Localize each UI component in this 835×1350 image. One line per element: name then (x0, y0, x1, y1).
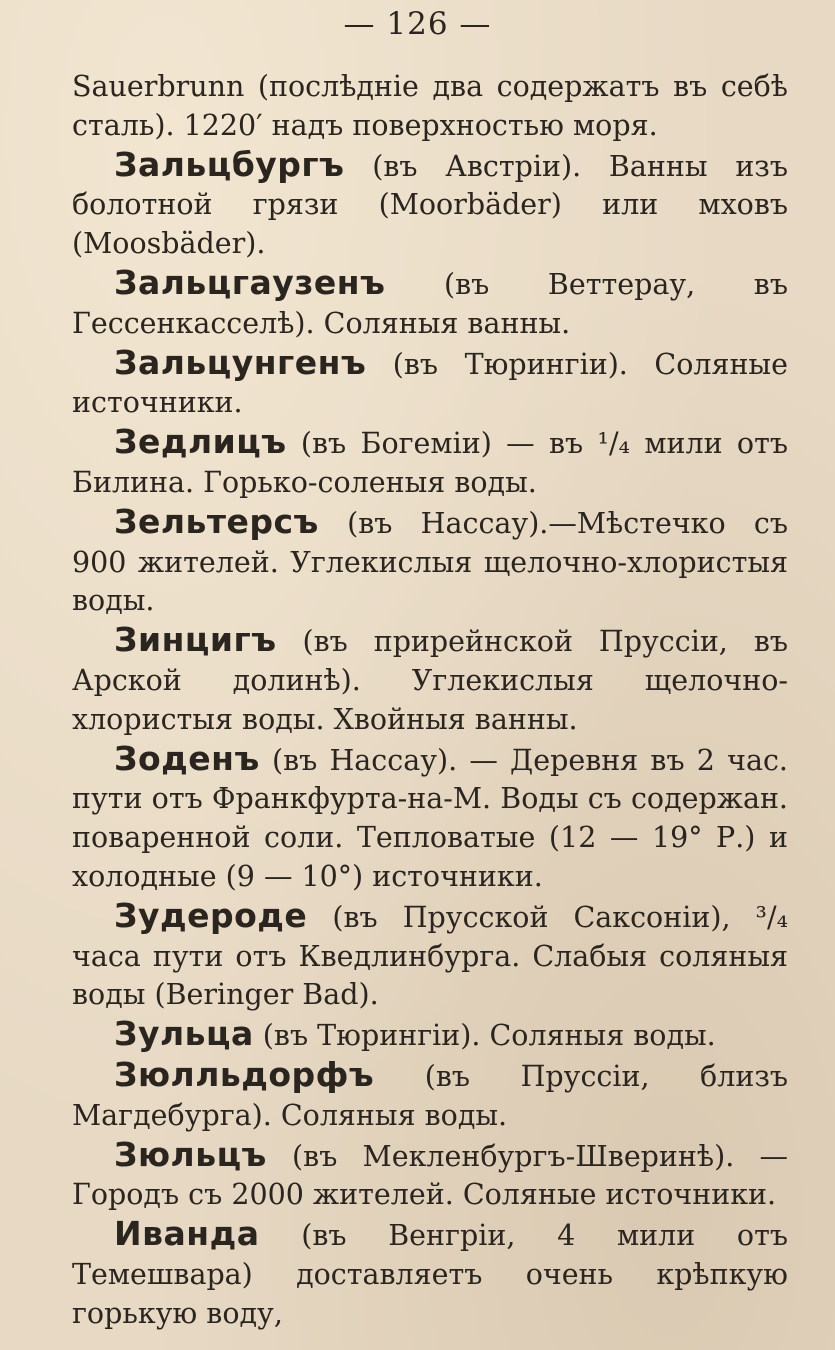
page-number: — 126 — (343, 6, 492, 42)
entry-headword: Зудероде (114, 895, 308, 935)
entry-headword: Зальцгаузенъ (114, 262, 386, 302)
entry-headword: Зельтерсъ (114, 501, 319, 541)
entry-headword: Зальцбургъ (114, 144, 345, 184)
entry-text: (въ прирейнской Пруссіи, въ Арской долинѣ). Углекислыя щелочно-хлористыя воды. Хвойныя ванны. (72, 625, 788, 736)
entry-text: (въ Тюрингіи). Соляные источники. (72, 347, 788, 420)
entry-text: (въ Богеміи) — въ ¹/₄ мили отъ Билина. Горько-соленыя воды. (72, 427, 788, 499)
intro-paragraph: Sauerbrunn (послѣдніе два содержатъ въ себѣ сталь). 1220′ надъ поверхностью моря. (72, 70, 788, 142)
entry-suelz (72, 1136, 788, 1216)
entry-headword: Зоденъ (114, 738, 260, 778)
page-text (72, 68, 788, 1334)
entry-selters (72, 503, 788, 621)
entry-text: (въ Австріи). Ванны изъ болотной грязи (Moorbäder) или мховъ (Moosbäder). (72, 149, 788, 261)
entry-sulza (72, 1015, 788, 1056)
entry-headword: Зюлльдорфъ (114, 1054, 375, 1094)
entry-salzungen (72, 344, 788, 424)
entry-ivanda (72, 1215, 788, 1333)
entry-text: (въ Нассау). — Деревня въ 2 час. пути отъ Франкфурта-на-М. Воды съ содержан. поваренной соли. Тепловатые (12 — 19° Р.) и холодные (9 — 10°) источники. (72, 743, 788, 893)
entry-headword: Зульца (114, 1014, 254, 1054)
entry-text: (въ Мекленбургъ-Шверинѣ). — Городъ съ 2000 жителей. Соляные источники. (72, 1139, 788, 1212)
entry-headword: Зальцунгенъ (114, 342, 367, 382)
entry-headword: Зюльцъ (114, 1134, 267, 1174)
entry-headword: Иванда (114, 1214, 260, 1254)
entry-soden (72, 740, 788, 897)
entry-sinzig (72, 621, 788, 739)
entry-salzhausen (72, 264, 788, 344)
entry-sedlitz (72, 423, 788, 503)
entry-suderode (72, 897, 788, 1015)
entry-text: (въ Венгріи, 4 мили отъ Темешвара) доставляетъ очень крѣпкую горькую воду, (72, 1219, 788, 1330)
entry-suelldorf (72, 1056, 788, 1136)
entry-text: (въ Веттерау, въ Гессенкасселѣ). Соляныя ванны. (72, 267, 788, 340)
entry-headword: Зинцигъ (114, 620, 277, 660)
entry-text: (въ Нассау).—Мѣстечко съ 900 жителей. Углекислыя щелочно-хлористыя воды. (72, 506, 788, 618)
entry-headword: Зедлицъ (114, 422, 287, 462)
entry-text: (въ Прусской Саксоніи), ³/₄ часа пути отъ Кведлинбурга. Слабыя соляныя воды (Beringer Bad). (72, 900, 788, 1012)
entry-text: (въ Пруссіи, близъ Магдебурга). Соляныя воды. (72, 1059, 788, 1132)
entry-text: (въ Тюрингіи). Соляныя воды. (253, 1019, 716, 1053)
entry-salzburg (72, 146, 788, 264)
